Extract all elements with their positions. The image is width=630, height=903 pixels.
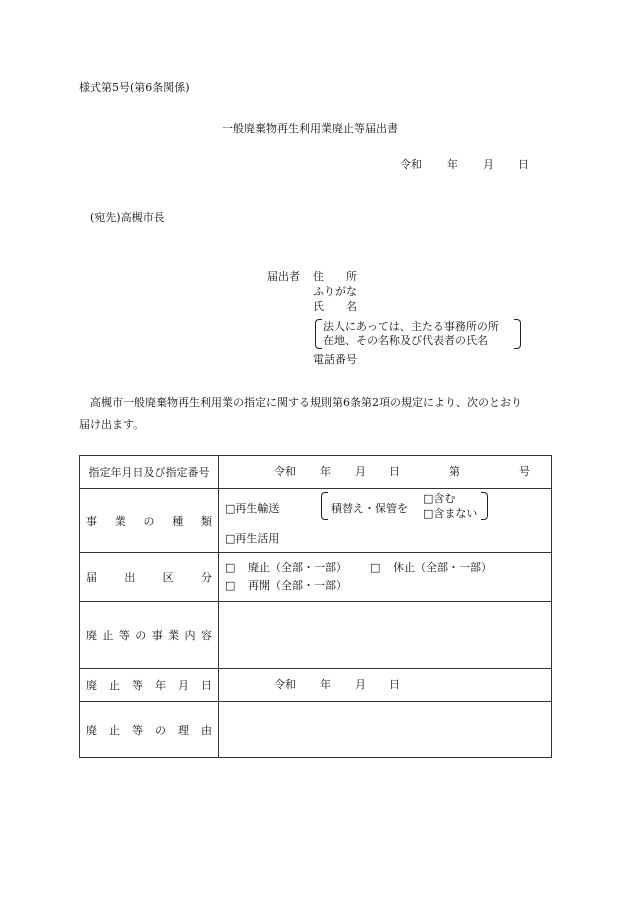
- label-char: 容: [200, 629, 212, 642]
- date-month-label: 月: [483, 158, 494, 171]
- body-text-line1: 高槻市一般廃棄物再生利用業の指定に関する規則第6条第2項の規定により、次のとおり: [90, 396, 522, 409]
- body-text-line2: 届け出ます。: [79, 418, 145, 431]
- label-char: 廃: [86, 723, 97, 737]
- label-char: 区: [162, 571, 174, 584]
- row-business-content: [80, 602, 552, 669]
- storage-bracket-left: [321, 492, 328, 520]
- designation-label-cell: [80, 456, 219, 489]
- note-bracket-right: [514, 319, 521, 349]
- row-business-type: [80, 489, 552, 553]
- option-resume: 再開（全部・一部）: [248, 579, 347, 592]
- name-label: 氏 名: [313, 300, 357, 313]
- designation-go: 号: [519, 465, 530, 478]
- label-char: 内: [184, 629, 196, 642]
- designation-label: 指定年月日及び指定番号: [88, 466, 210, 479]
- label-char: 出: [124, 571, 136, 584]
- designation-era: 令和: [274, 465, 296, 478]
- label-char: 等: [132, 723, 143, 737]
- business-type-label-cell: [80, 489, 219, 553]
- date-day-label: 日: [518, 158, 529, 171]
- designation-dai: 第: [449, 465, 460, 478]
- transfer-storage-text: 積替え・保管を: [331, 502, 408, 515]
- label-char: 止: [109, 679, 120, 692]
- label-char: の: [135, 629, 147, 642]
- label-char: 等: [118, 629, 130, 642]
- document-title: 一般廃棄物再生利用業廃止等届出書: [222, 122, 398, 135]
- corporate-note-line1: 法人にあっては、主たる事務所の所: [323, 320, 499, 333]
- storage-bracket-right: [481, 492, 488, 520]
- applicant-label: 届出者: [267, 270, 300, 283]
- abolition-reason-value-cell[interactable]: [219, 702, 552, 758]
- business-type-label: [80, 513, 218, 529]
- checkbox-abolish[interactable]: □: [225, 561, 236, 574]
- date-year-label: 年: [447, 158, 458, 171]
- address-label: 住 所: [313, 270, 357, 283]
- label-char: 止: [102, 629, 114, 642]
- abolition-day: 日: [389, 678, 400, 691]
- furigana-label: ふりがな: [313, 285, 357, 298]
- abolition-year: 年: [320, 678, 331, 691]
- abolition-month: 月: [355, 678, 366, 691]
- designation-year: 年: [320, 465, 331, 478]
- label-char: 等: [132, 679, 143, 692]
- business-content-value-cell[interactable]: [219, 602, 552, 669]
- row-abolition-reason: [80, 702, 552, 758]
- label-char: 業: [168, 629, 180, 642]
- option-suspend: 休止（全部・一部）: [393, 561, 492, 574]
- label-char: の: [143, 514, 155, 528]
- phone-label: 電話番号: [313, 353, 357, 366]
- abolition-reason-label-cell: [80, 702, 219, 758]
- label-char: 日: [201, 679, 212, 692]
- abolition-date-label-cell: [80, 669, 219, 702]
- designation-value-cell[interactable]: [219, 456, 552, 489]
- row-notification-type: [80, 553, 552, 602]
- notification-type-label-cell: [80, 553, 219, 602]
- option-abolish: 廃止（全部・一部）: [248, 561, 347, 574]
- addressee: (宛先)高槻市長: [90, 211, 165, 224]
- option-include[interactable]: □含む: [423, 492, 456, 505]
- notification-type-value-cell: [219, 553, 552, 602]
- note-bracket-left: [315, 319, 322, 349]
- option-exclude[interactable]: □含まない: [423, 507, 478, 520]
- designation-day: 日: [389, 465, 400, 478]
- label-char: 由: [201, 723, 212, 737]
- label-char: 分: [200, 571, 212, 584]
- label-char: 種: [172, 514, 184, 528]
- form-number: 様式第5号(第6条関係): [79, 81, 190, 94]
- label-char: 年: [155, 679, 166, 692]
- row-designation: [80, 456, 552, 489]
- label-char: 理: [178, 723, 189, 737]
- row-abolition-date: [80, 669, 552, 702]
- label-char: 月: [178, 679, 189, 692]
- label-char: 類: [201, 514, 212, 528]
- label-char: 廃: [86, 679, 97, 692]
- label-char: 止: [109, 723, 120, 737]
- corporate-note-line2: 在地、その名称及び代表者の氏名: [323, 334, 488, 347]
- abolition-reason-label: [80, 722, 218, 738]
- designation-month: 月: [355, 465, 366, 478]
- abolition-era: 令和: [274, 678, 296, 691]
- checkbox-resume[interactable]: □: [225, 579, 236, 592]
- label-char: 届: [86, 571, 97, 584]
- checkbox-suspend[interactable]: □: [370, 561, 381, 574]
- business-content-label-cell: [80, 602, 219, 669]
- label-char: 廃: [86, 629, 97, 642]
- label-char: 事: [151, 629, 163, 642]
- abolition-date-label: [80, 677, 218, 693]
- business-content-label: [80, 627, 218, 643]
- option-recycle-transport[interactable]: □再生輸送: [225, 502, 280, 515]
- form-table: [79, 455, 552, 758]
- label-char: 業: [114, 514, 126, 528]
- option-recycle-utilize[interactable]: □再生活用: [225, 532, 280, 545]
- date-era: 令和: [400, 158, 422, 171]
- business-type-value-cell: [219, 489, 552, 553]
- label-char: 事: [86, 514, 97, 528]
- abolition-date-value-cell[interactable]: [219, 669, 552, 702]
- notification-type-label: [80, 569, 218, 585]
- label-char: の: [155, 723, 166, 737]
